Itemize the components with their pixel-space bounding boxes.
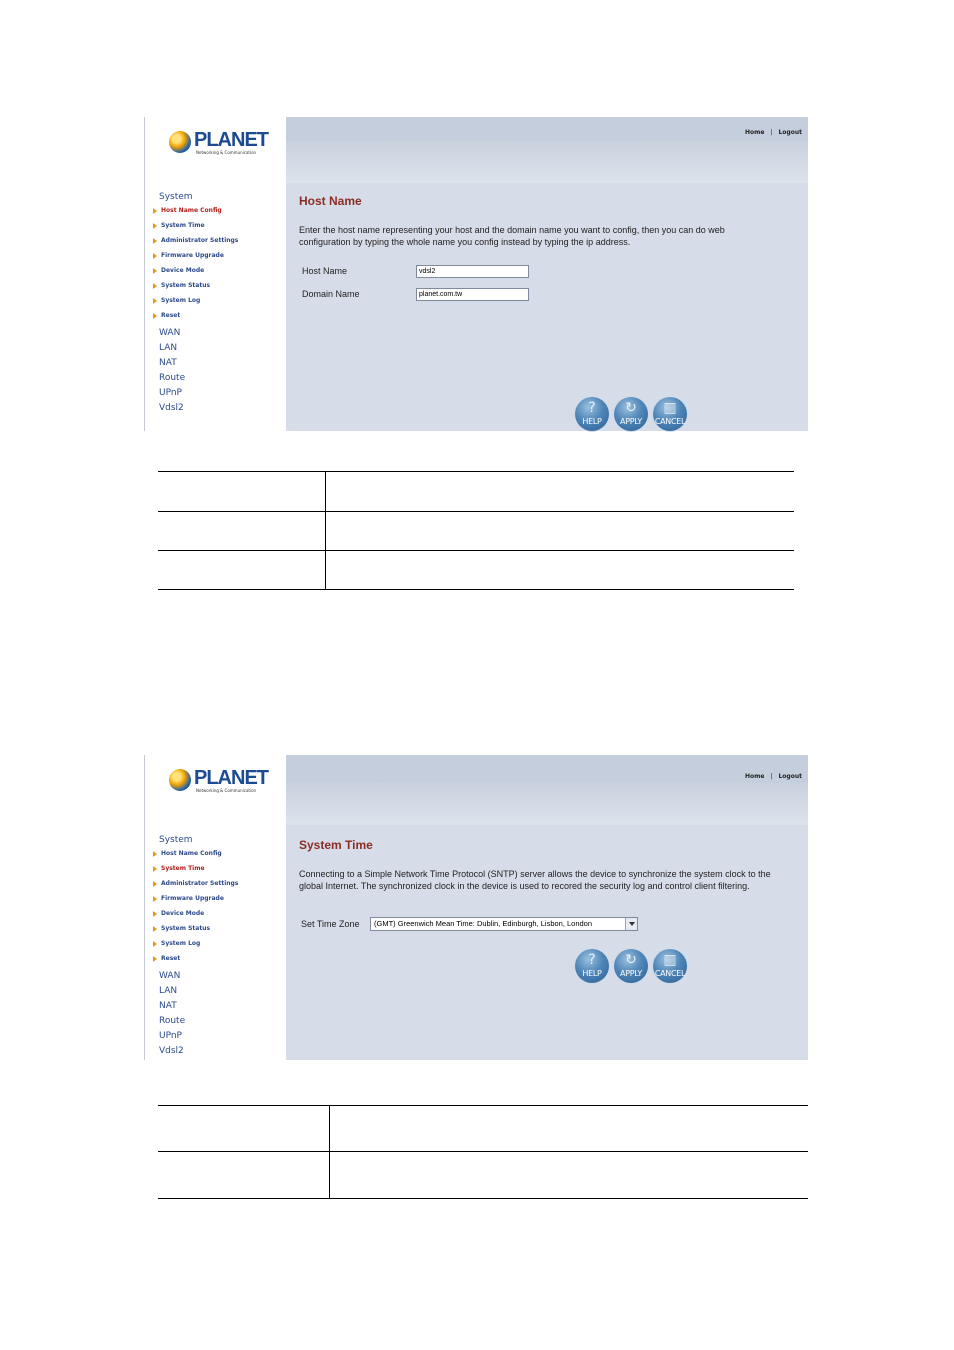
- table-row: [158, 1106, 808, 1152]
- help-button[interactable]: [575, 949, 609, 983]
- host-name-label: Host Name: [302, 266, 348, 276]
- nav-host-name-config[interactable]: [153, 207, 222, 214]
- arrow-icon: [153, 956, 157, 962]
- arrow-icon: [153, 268, 157, 274]
- sidebar: [144, 755, 287, 1060]
- nav-system-log[interactable]: [153, 940, 200, 947]
- content-panel: [286, 755, 808, 1060]
- cancel-button[interactable]: [653, 397, 687, 431]
- help-label: HELP: [582, 969, 602, 978]
- arrow-icon: [153, 926, 157, 932]
- arrow-icon: [153, 313, 157, 319]
- arrow-icon: [153, 283, 157, 289]
- nav-wan[interactable]: WAN: [159, 971, 181, 981]
- nav-nat[interactable]: NAT: [159, 1001, 177, 1011]
- apply-icon: ↻: [625, 400, 637, 416]
- nav-label: System Time: [161, 865, 205, 872]
- link-separator: |: [770, 773, 773, 780]
- page-description: Connecting to a Simple Network Time Protocol (SNTP) server allows the device to synchronize the system clock to the global Internet. The synchronized clock in the device is used to recored the security log and control client filtering.: [299, 869, 771, 891]
- page-title: System Time: [299, 838, 373, 852]
- nav-vdsl2[interactable]: Vdsl2: [159, 1046, 184, 1056]
- nav-device-mode[interactable]: [153, 267, 204, 274]
- nav-label: Device Mode: [161, 910, 205, 917]
- system-time-parameter-table: [158, 1105, 808, 1199]
- nav-label: Host Name Config: [161, 207, 222, 214]
- nav-route[interactable]: Route: [159, 373, 186, 383]
- nav-lan[interactable]: LAN: [159, 986, 178, 996]
- header-band: [286, 783, 808, 825]
- nav-reset[interactable]: [153, 312, 180, 319]
- nav-label: Firmware Upgrade: [161, 252, 224, 259]
- nav-label: System Time: [161, 222, 205, 229]
- cancel-label: CANCEL: [654, 417, 686, 426]
- logo-wordmark: PLANET: [194, 767, 268, 789]
- planet-logo: [169, 129, 269, 157]
- chevron-down-icon[interactable]: [625, 918, 637, 930]
- table-cell: [158, 1152, 330, 1198]
- table-cell: [158, 472, 326, 511]
- nav-label: System Log: [161, 297, 201, 304]
- table-cell: [158, 512, 326, 550]
- logo-tagline: Networking & Communication: [196, 150, 257, 155]
- arrow-icon: [153, 911, 157, 917]
- top-bar: [286, 117, 808, 141]
- apply-button[interactable]: [614, 949, 648, 983]
- cancel-label: CANCEL: [654, 969, 686, 978]
- arrow-icon: [153, 851, 157, 857]
- nav-label: System Log: [161, 940, 201, 947]
- logo-tagline: Networking & Communication: [196, 788, 257, 793]
- table-row: [158, 472, 794, 512]
- nav-system-time[interactable]: [153, 865, 205, 872]
- arrow-icon: [153, 881, 157, 887]
- top-bar: [286, 755, 808, 783]
- nav-route[interactable]: Route: [159, 1016, 186, 1026]
- time-zone-value: (GMT) Greenwich Mean Time: Dublin, Edinburgh, Lisbon, London: [374, 919, 593, 928]
- table-cell: [158, 1106, 330, 1151]
- nav-system[interactable]: System: [159, 192, 193, 202]
- nav-label: Host Name Config: [161, 850, 222, 857]
- home-link[interactable]: Home: [744, 129, 765, 136]
- globe-icon: [169, 131, 191, 153]
- nav-label: System Status: [161, 282, 211, 289]
- arrow-icon: [153, 223, 157, 229]
- top-links: [745, 773, 802, 780]
- nav-label: Administrator Settings: [161, 237, 239, 244]
- nav-reset[interactable]: [153, 955, 180, 962]
- arrow-icon: [153, 941, 157, 947]
- apply-button[interactable]: [614, 397, 648, 431]
- logout-link[interactable]: Logout: [778, 129, 802, 136]
- help-button[interactable]: [575, 397, 609, 431]
- table-row: [158, 1152, 808, 1199]
- nav-device-mode[interactable]: [153, 910, 204, 917]
- arrow-icon: [153, 298, 157, 304]
- home-link[interactable]: Home: [744, 773, 765, 780]
- nav-administrator-settings[interactable]: [153, 880, 238, 887]
- nav-system-status[interactable]: [153, 925, 210, 932]
- time-zone-label: Set Time Zone: [301, 919, 360, 929]
- help-label: HELP: [582, 417, 602, 426]
- nav-vdsl2[interactable]: Vdsl2: [159, 403, 184, 413]
- nav-label: Firmware Upgrade: [161, 895, 224, 902]
- nav-system[interactable]: System: [159, 835, 193, 845]
- top-links: [745, 129, 802, 136]
- host-name-parameter-table: [158, 471, 794, 590]
- cancel-button[interactable]: [653, 949, 687, 983]
- link-separator: |: [770, 129, 773, 136]
- content-panel: [286, 117, 808, 431]
- nav-upnp[interactable]: UPnP: [159, 388, 182, 398]
- apply-label: APPLY: [620, 417, 642, 426]
- nav-label: Reset: [161, 955, 181, 962]
- domain-name-input[interactable]: planet.com.tw: [416, 288, 529, 301]
- logout-link[interactable]: Logout: [778, 773, 802, 780]
- nav-wan[interactable]: WAN: [159, 328, 181, 338]
- table-cell: [158, 551, 326, 589]
- nav-system-time[interactable]: [153, 222, 205, 229]
- nav-system-log[interactable]: [153, 297, 200, 304]
- arrow-icon: [153, 866, 157, 872]
- apply-label: APPLY: [620, 969, 642, 978]
- table-row: [158, 551, 794, 590]
- question-icon: ?: [588, 952, 596, 968]
- logo-wordmark: PLANET: [194, 129, 268, 151]
- arrow-icon: [153, 253, 157, 259]
- arrow-icon: [153, 896, 157, 902]
- host-name-screenshot: [144, 117, 808, 431]
- trash-icon: ▥: [663, 952, 677, 968]
- host-name-input[interactable]: vdsl2: [416, 265, 529, 278]
- nav-label: Reset: [161, 312, 181, 319]
- nav-firmware-upgrade[interactable]: [153, 895, 224, 902]
- arrow-icon: [153, 238, 157, 244]
- apply-icon: ↻: [625, 952, 637, 968]
- nav-label: Administrator Settings: [161, 880, 239, 887]
- nav-host-name-config[interactable]: [153, 850, 222, 857]
- sidebar: [144, 117, 287, 431]
- domain-name-label: Domain Name: [302, 289, 360, 299]
- question-icon: ?: [588, 400, 596, 416]
- nav-system-status[interactable]: [153, 282, 210, 289]
- table-row: [158, 512, 794, 551]
- nav-lan[interactable]: LAN: [159, 343, 178, 353]
- nav-firmware-upgrade[interactable]: [153, 252, 224, 259]
- header-band: [286, 141, 808, 183]
- time-zone-select[interactable]: [370, 917, 638, 931]
- trash-icon: ▥: [663, 400, 677, 416]
- page-description: Enter the host name representing your host and the domain name you want to config, then you can do web configuration by typing the whole name you config instead by typing the ip address.: [299, 225, 725, 247]
- nav-upnp[interactable]: UPnP: [159, 1031, 182, 1041]
- system-time-screenshot: [144, 755, 808, 1060]
- globe-icon: [169, 769, 191, 791]
- planet-logo: [169, 767, 269, 795]
- nav-label: System Status: [161, 925, 211, 932]
- arrow-icon: [153, 208, 157, 214]
- nav-administrator-settings[interactable]: [153, 237, 238, 244]
- nav-nat[interactable]: NAT: [159, 358, 177, 368]
- page-title: Host Name: [299, 194, 362, 208]
- nav-label: Device Mode: [161, 267, 205, 274]
